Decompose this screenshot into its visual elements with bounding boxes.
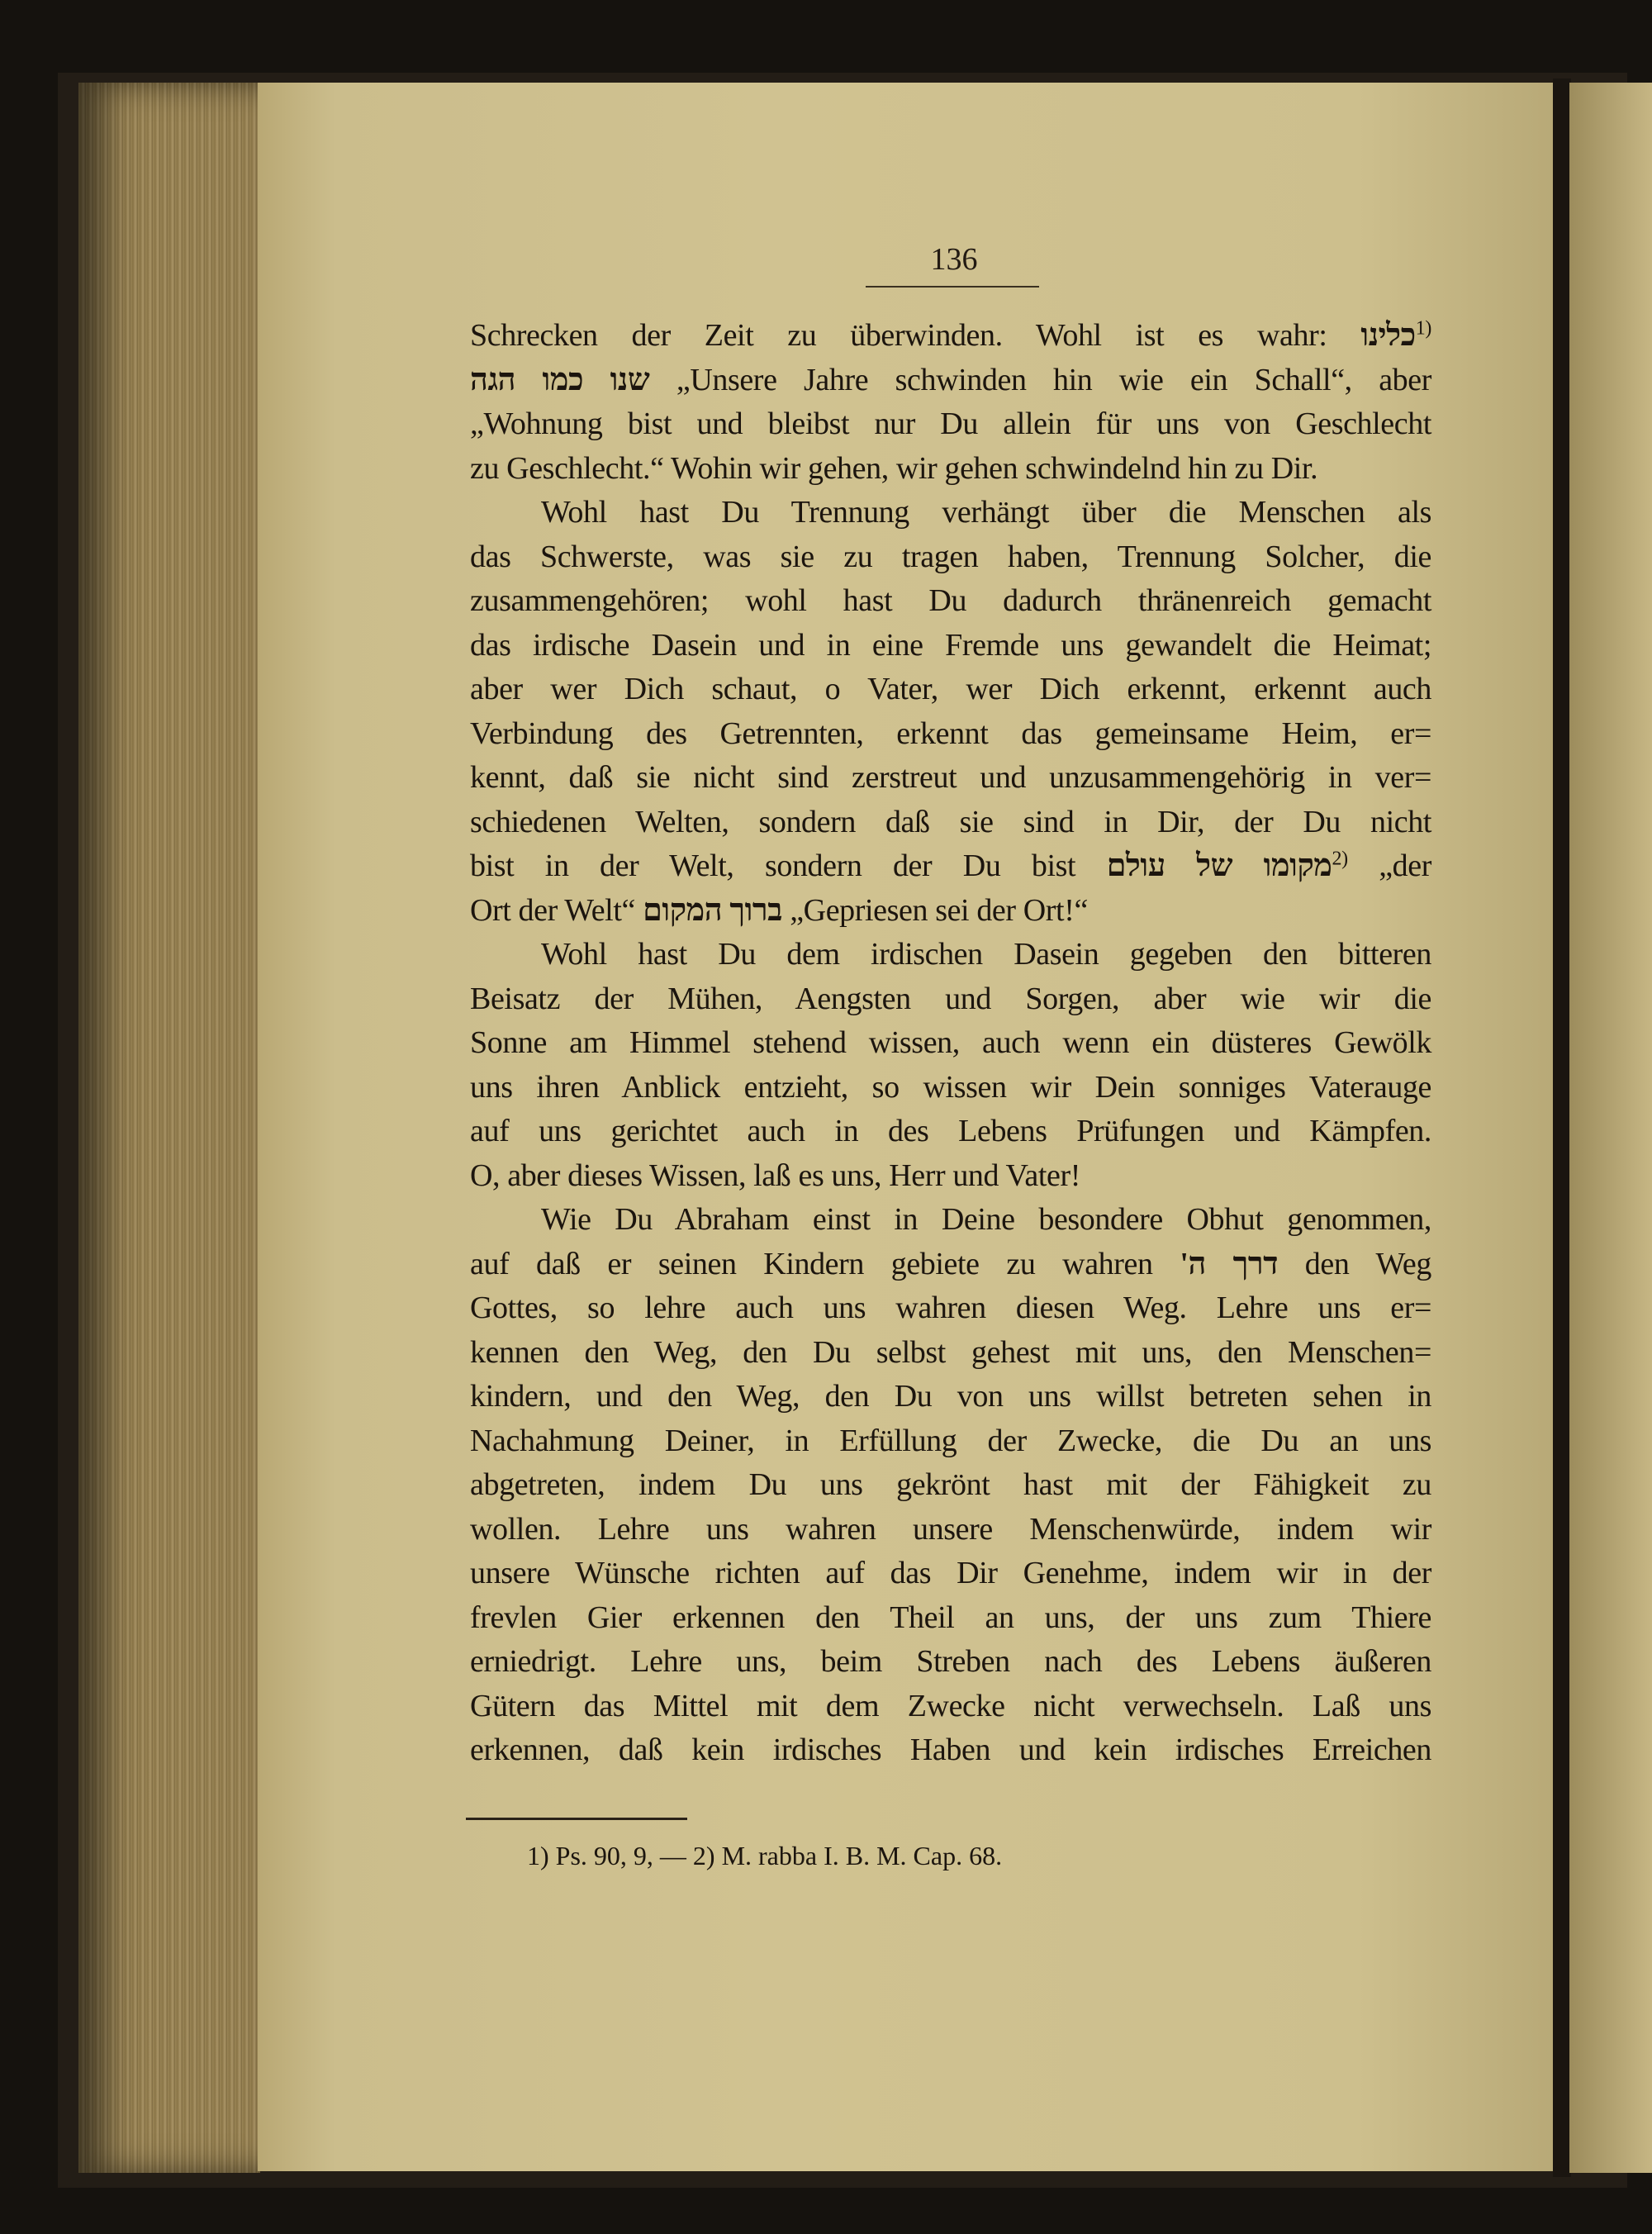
- text-run: Wohl hast Du dem irdischen Dasein gegeben den bitteren: [541, 937, 1431, 972]
- text-run: Sonne am Himmel stehend wissen, auch wenn ein düsteres Gewölk: [470, 1025, 1431, 1060]
- text-line: [470, 1331, 1431, 1376]
- text-line: [470, 1728, 1431, 1773]
- text-run: Gottes, so lehre auch uns wahren diesen Weg. Lehre uns er=: [470, 1290, 1431, 1325]
- footnote-ref: 2): [1332, 848, 1348, 870]
- text-line: [470, 1286, 1431, 1331]
- text-run: „Gepriesen sei der Ort!“: [782, 892, 1088, 928]
- text-run: „der: [1347, 848, 1431, 883]
- text-line: [470, 1021, 1431, 1066]
- hebrew-text: כלינו: [1360, 318, 1416, 353]
- text-line: [470, 579, 1431, 624]
- text-run: erkennen, daß kein irdisches Haben und kein irdisches Erreichen: [470, 1733, 1431, 1767]
- text-line: [470, 1375, 1431, 1419]
- text-run: Schrecken der Zeit zu überwinden. Wohl ist es wahr:: [470, 318, 1361, 353]
- text-run: schiedenen Welten, sondern daß sie sind in Dir, der Du nicht: [470, 804, 1431, 839]
- footnote-ref: 1): [1415, 317, 1431, 340]
- text-run: aber wer Dich schaut, o Vater, wer Dich erkennt, erkennt auch: [470, 672, 1431, 706]
- text-line: [470, 1154, 1431, 1199]
- text-run: den Weg: [1278, 1246, 1431, 1281]
- text-line: [470, 933, 1431, 977]
- text-run: erniedrigt. Lehre uns, beim Streben nach des Lebens äußeren: [470, 1644, 1431, 1679]
- text-line: [470, 1463, 1431, 1508]
- text-run: „Unsere Jahre schwinden hin wie ein Schall“, aber: [649, 362, 1432, 397]
- text-run: uns ihren Anblick entzieht, so wissen wir Dein sonniges Vaterauge: [470, 1069, 1431, 1105]
- text-line: [470, 1110, 1431, 1154]
- text-line: [470, 1640, 1431, 1685]
- text-line: [470, 359, 1431, 403]
- text-run: auf daß er seinen Kindern gebiete zu wahren: [470, 1246, 1180, 1281]
- page-number-rule: [866, 286, 1039, 288]
- text-line: [470, 977, 1431, 1022]
- text-run: Beisatz der Mühen, Aengsten und Sorgen, aber wie wir die: [470, 981, 1431, 1016]
- text-line: [470, 1243, 1431, 1287]
- text-run: kennt, daß sie nicht sind zerstreut und unzusammengehörig in ver=: [470, 760, 1431, 795]
- hebrew-text: ברוך המקום: [643, 892, 783, 928]
- text-line: [470, 1596, 1431, 1641]
- text-line: [470, 756, 1431, 801]
- text-run: kennen den Weg, den Du selbst gehest mit uns, den Menschen=: [470, 1334, 1431, 1370]
- text-run: abgetreten, indem Du uns gekrönt hast mit der Fähigkeit zu: [470, 1467, 1431, 1502]
- page-number: 136: [930, 242, 978, 277]
- text-line: [470, 402, 1431, 447]
- text-run: O, aber dieses Wissen, laß es uns, Herr und Vater!: [470, 1157, 1080, 1193]
- text-line: [470, 491, 1431, 535]
- text-line: [470, 712, 1431, 757]
- text-line: [470, 1066, 1431, 1110]
- text-line: [470, 1552, 1431, 1596]
- text-run: Verbindung des Getrennten, erkennt das gemeinsame Heim, er=: [470, 715, 1431, 751]
- text-line: [470, 1198, 1431, 1243]
- text-line: [470, 668, 1431, 712]
- text-line: [470, 1685, 1431, 1729]
- text-run: bist in der Welt, sondern der Du bist: [470, 848, 1107, 883]
- text-run: zusammengehören; wohl hast Du dadurch thränenreich gemacht: [470, 583, 1431, 618]
- text-run: kindern, und den Weg, den Du von uns willst betreten sehen in: [470, 1379, 1431, 1414]
- text-line: [470, 447, 1431, 492]
- body-text: [470, 314, 1431, 1773]
- text-run: Gütern das Mittel mit dem Zwecke nicht verwechseln. Laß uns: [470, 1688, 1431, 1723]
- book-gutter: [1553, 78, 1571, 2177]
- footnotes: 1) Ps. 90, 9, — 2) M. rabba I. B. M. Cap. 68.: [527, 1841, 1003, 1870]
- text-run: unsere Wünsche richten auf das Dir Genehme, indem wir in der: [470, 1556, 1431, 1590]
- text-line: [470, 1508, 1431, 1552]
- text-line: [470, 624, 1431, 668]
- text-run: Wohl hast Du Trennung verhängt über die Menschen als: [541, 495, 1431, 530]
- hebrew-text: דרך ה': [1180, 1246, 1279, 1281]
- text-run: Nachahmung Deiner, in Erfüllung der Zwecke, die Du an uns: [470, 1423, 1431, 1458]
- text-line: [470, 1419, 1431, 1464]
- text-run: frevlen Gier erkennen den Theil an uns, der uns zum Thiere: [470, 1599, 1431, 1635]
- text-run: das Schwerste, was sie zu tragen haben, Trennung Solcher, die: [470, 539, 1431, 574]
- hebrew-text: שנו כמו הגה: [470, 362, 650, 397]
- text-line: [470, 889, 1431, 934]
- text-run: wollen. Lehre uns wahren unsere Menschenwürde, indem wir: [470, 1511, 1431, 1547]
- page-edges: [78, 83, 260, 2173]
- hebrew-text: מקומו של עולם: [1106, 848, 1332, 883]
- text-line: [470, 535, 1431, 580]
- text-run: das irdische Dasein und in eine Fremde uns gewandelt die Heimat;: [470, 627, 1431, 663]
- text-run: zu Geschlecht.“ Wohin wir gehen, wir gehen schwindelnd hin zu Dir.: [470, 450, 1318, 486]
- text-run: auf uns gerichtet auch in des Lebens Prüfungen und Kämpfen.: [470, 1114, 1431, 1148]
- footnote-rule: [466, 1818, 687, 1820]
- text-line: [470, 801, 1431, 845]
- text-line: [470, 844, 1431, 889]
- facing-page: [1569, 83, 1652, 2173]
- text-line: [470, 314, 1431, 359]
- text-run: Ort der Welt“: [470, 892, 643, 928]
- text-run: Wie Du Abraham einst in Deine besondere Obhut genommen,: [541, 1202, 1431, 1237]
- text-run: „Wohnung bist und bleibst nur Du allein für uns von Geschlecht: [470, 406, 1431, 441]
